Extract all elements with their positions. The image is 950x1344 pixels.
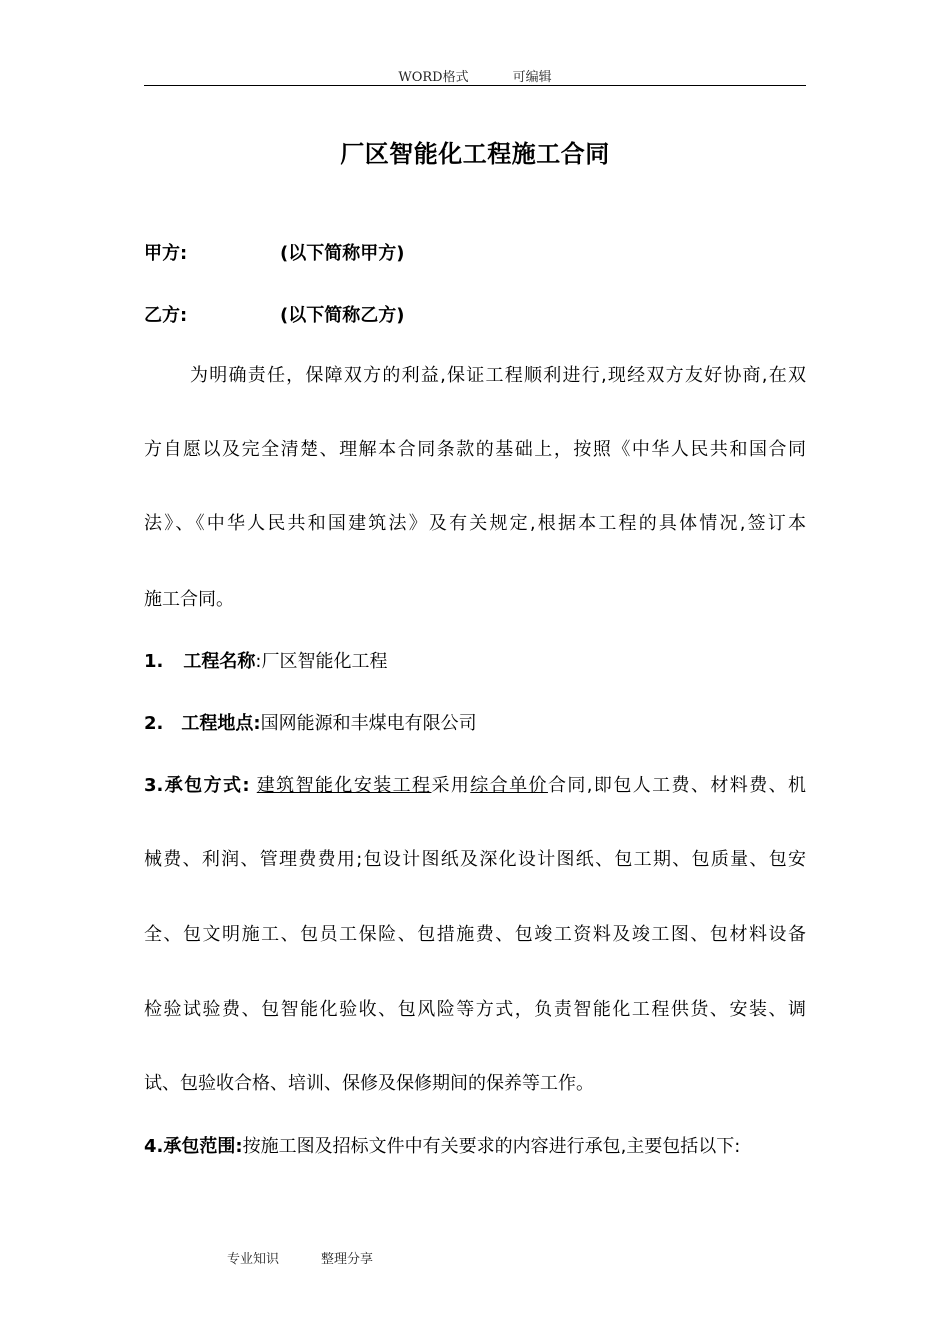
clause-label: 工程名称 bbox=[183, 651, 256, 672]
preamble-line: 施工合同。 bbox=[144, 589, 234, 610]
page-footer bbox=[227, 1248, 373, 1267]
document-title: 厂区智能化工程施工合同 bbox=[340, 140, 610, 168]
clause-contract-method-line: 检验试验费、包智能化验收、包风险等方式，负责智能化工程供货、安装、调 bbox=[144, 999, 806, 1020]
clause-contract-method bbox=[144, 773, 806, 799]
underlined-term: 综合单价 bbox=[470, 775, 548, 796]
clause-contract-scope bbox=[144, 1134, 806, 1160]
clause-number: 1. bbox=[144, 651, 164, 672]
clause-value: 按施工图及招标文件中有关要求的内容进行承包,主要包括以下: bbox=[242, 1136, 741, 1157]
clause-contract-method-line: 全、包文明施工、包员工保险、包措施费、包竣工资料及竣工图、包材料设备 bbox=[144, 924, 806, 945]
clause-number: 3 bbox=[144, 775, 157, 796]
footer-right-label: 整理分享 bbox=[321, 1252, 374, 1267]
preamble-line: 法》、《中华人民共和国建筑法》及有关规定,根据本工程的具体情况,签订本 bbox=[144, 513, 806, 534]
header-divider bbox=[144, 85, 806, 86]
preamble-line: 方自愿以及完全清楚、理解本合同条款的基础上，按照《中华人民共和国合同 bbox=[144, 439, 806, 460]
preamble-line: 为明确责任，保障双方的利益,保证工程顺利进行,现经双方友好协商,在双 bbox=[190, 365, 806, 386]
clause-contract-method-line: 试、包验收合格、培训、保修及保修期间的保养等工作。 bbox=[144, 1073, 594, 1094]
party-b bbox=[144, 301, 405, 327]
clause-value: :厂区智能化工程 bbox=[255, 651, 388, 672]
clause-project-name bbox=[144, 649, 806, 675]
header-format-label: WORD格式 bbox=[398, 70, 469, 85]
party-a-note: (以下简称甲方) bbox=[280, 243, 405, 264]
clause-number: 4 bbox=[144, 1136, 157, 1157]
party-b-note: (以下简称乙方) bbox=[280, 305, 405, 326]
clause-value: 国网能源和丰煤电有限公司 bbox=[260, 713, 477, 734]
party-a bbox=[144, 239, 405, 265]
party-a-label: 甲方: bbox=[144, 243, 188, 264]
clause-label: 工程地点: bbox=[181, 713, 261, 734]
clause-text: 采用 bbox=[431, 775, 471, 796]
clause-label: .承包方式: bbox=[156, 775, 250, 796]
clause-contract-method-line: 械费、利润、管理费费用;包设计图纸及深化设计图纸、包工期、包质量、包安 bbox=[144, 849, 806, 870]
page-header bbox=[0, 66, 950, 85]
footer-left-label: 专业知识 bbox=[227, 1252, 280, 1267]
header-editable-label: 可编辑 bbox=[512, 70, 552, 85]
underlined-term: 建筑智能化安装工程 bbox=[256, 775, 432, 796]
clause-project-location bbox=[144, 711, 806, 737]
clause-label: .承包范围: bbox=[156, 1136, 243, 1157]
clause-text: 合同,即包人工费、材料费、机 bbox=[547, 775, 807, 796]
party-b-label: 乙方: bbox=[144, 305, 188, 326]
clause-number: 2. bbox=[144, 713, 164, 734]
